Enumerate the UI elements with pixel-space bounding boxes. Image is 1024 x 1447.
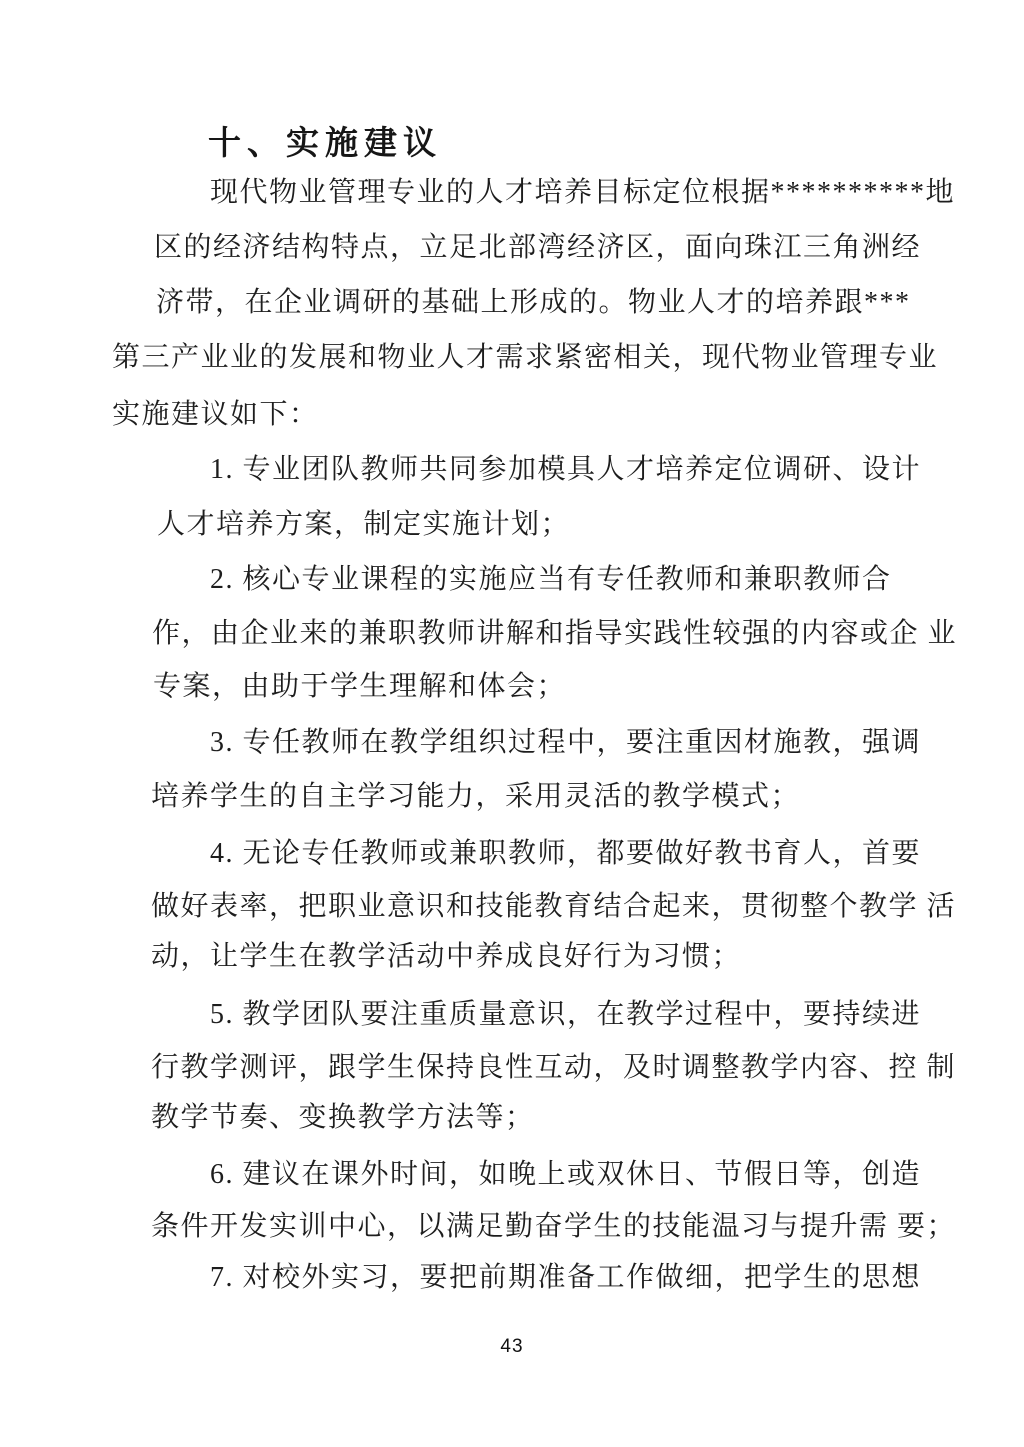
text-line: 教学节奏、变换教学方法等； — [151, 1102, 535, 1133]
text-line: 专案，由助于学生理解和体会； — [153, 671, 567, 702]
text-line: 区的经济结构特点，立足北部湾经济区，面向珠江三角洲经 — [154, 232, 922, 263]
text-line: 实施建议如下： — [112, 399, 319, 430]
text-line: 作，由企业来的兼职教师讲解和指导实践性较强的内容或企 业 — [152, 618, 958, 649]
text-line: 动，让学生在教学活动中养成良好行为习惯； — [151, 941, 742, 972]
section-heading: 十、实施建议 — [208, 126, 442, 162]
text-line: 2. 核心专业课程的实施应当有专任教师和兼职教师合 — [210, 564, 892, 595]
text-line: 5. 教学团队要注重质量意识，在教学过程中，要持续进 — [210, 999, 922, 1030]
text-line: 培养学生的自主学习能力，采用灵活的教学模式； — [151, 781, 801, 812]
page-number: 43 — [500, 1336, 524, 1357]
text-line: 6. 建议在课外时间，如晚上或双休日、节假日等，创造 — [210, 1159, 922, 1190]
text-line: 做好表率，把职业意识和技能教育结合起来，贯彻整个教学 活 — [151, 891, 957, 922]
text-line: 人才培养方案，制定实施计划； — [157, 509, 571, 540]
text-line: 行教学测评，跟学生保持良性互动，及时调整教学内容、控 制 — [151, 1052, 957, 1083]
text-line: 7. 对校外实习，要把前期准备工作做细，把学生的思想 — [210, 1262, 922, 1293]
text-line: 3. 专任教师在教学组织过程中，要注重因材施教，强调 — [210, 727, 922, 758]
text-line: 条件开发实训中心，以满足勤奋学生的技能温习与提升需 要； — [151, 1211, 957, 1242]
text-line: 第三产业业的发展和物业人才需求紧密相关，现代物业管理专业 — [112, 342, 939, 373]
text-line: 现代物业管理专业的人才培养目标定位根据**********地 — [210, 177, 956, 208]
text-line: 济带，在企业调研的基础上形成的。物业人才的培养跟*** — [156, 287, 911, 318]
text-line: 4. 无论专任教师或兼职教师，都要做好教书育人，首要 — [210, 838, 922, 869]
text-line: 1. 专业团队教师共同参加模具人才培养定位调研、设计 — [210, 454, 922, 485]
